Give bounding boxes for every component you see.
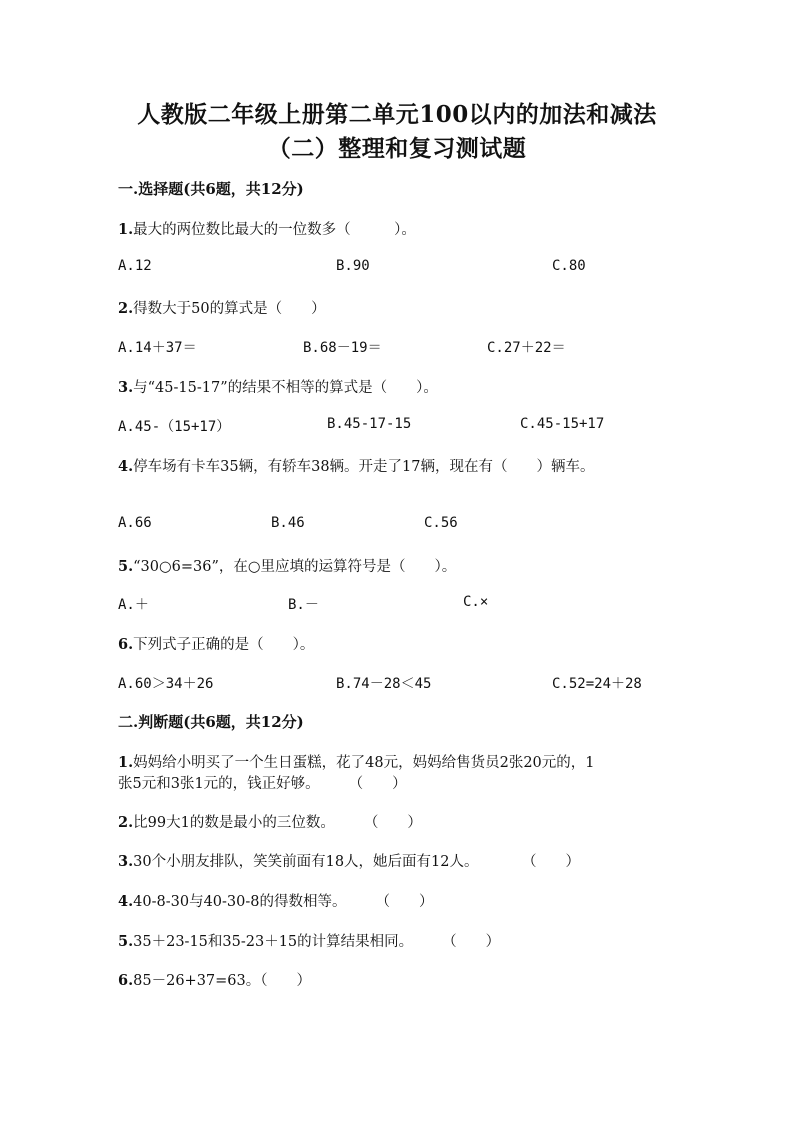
question-number: 1. (118, 754, 134, 771)
question-text: 40-8-30与40-30-8的得数相等。 （ ） (133, 894, 434, 910)
choice-question-4 (118, 455, 595, 476)
question-number: 3. (118, 853, 134, 870)
question-number: 3. (118, 379, 134, 396)
question-number: 2. (118, 300, 134, 317)
option-b: B.46 (271, 515, 305, 531)
option-c: C.27＋22＝ (487, 340, 566, 356)
option-c: C.52=24＋28 (552, 676, 642, 692)
choice-question-6 (118, 633, 314, 654)
question-number: 4. (118, 458, 134, 475)
title-line-1: 人教版二年级上册第二单元100以内的加法和减法 (137, 101, 657, 128)
question-text: 得数大于50的算式是（ ） (133, 301, 326, 317)
section-heading-judgment: 二.判断题(共6题，共12分) (118, 713, 304, 731)
option-a: A.60＞34＋26 (118, 676, 214, 692)
option-a: A.12 (118, 258, 152, 274)
question-text-continued: 张5元和3张1元的，钱正好够。 （ ） (118, 776, 407, 792)
choice-question-3 (118, 376, 438, 397)
option-b: B.45-17-15 (327, 416, 412, 432)
choice-question-2 (118, 297, 326, 318)
question-number: 6. (118, 636, 134, 653)
question-text: 最大的两位数比最大的一位数多（ ）。 (133, 222, 416, 238)
question-text: 85－26+37=63。（ ） (133, 973, 311, 989)
choice-question-1 (118, 218, 416, 239)
question-text: 35＋23-15和35-23＋15的计算结果相同。 （ ） (133, 934, 501, 950)
question-text: 与“45-15-17”的结果不相等的算式是（ ）。 (133, 380, 438, 396)
question-number: 5. (118, 558, 134, 575)
question-text: “30○6=36”，在○里应填的运算符号是（ ）。 (133, 559, 457, 575)
option-a: A.14＋37＝ (118, 340, 197, 356)
judgment-question-3 (118, 850, 580, 871)
question-number: 4. (118, 893, 134, 910)
question-text: 下列式子正确的是（ ）。 (133, 637, 315, 653)
question-text: 妈妈给小明买了一个生日蛋糕，花了48元，妈妈给售货员2张20元的，1 (133, 755, 595, 771)
question-text: 30个小朋友排队，笑笑前面有18人，她后面有12人。 （ ） (133, 854, 580, 870)
option-c: C.56 (424, 515, 458, 531)
title-line-2: （二）整理和复习测试题 (267, 135, 527, 162)
judgment-question-5 (118, 930, 500, 951)
option-a: A.66 (118, 515, 152, 531)
section-heading-choice: 一.选择题(共6题，共12分) (118, 180, 304, 198)
question-number: 6. (118, 972, 134, 989)
option-b: B.74－28＜45 (336, 676, 432, 692)
option-a: A.＋ (118, 597, 149, 613)
question-text: 比99大1的数是最小的三位数。 （ ） (133, 815, 422, 831)
option-b: B.－ (288, 597, 319, 613)
question-number: 2. (118, 814, 134, 831)
question-number: 1. (118, 221, 134, 238)
question-text: 停车场有卡车35辆，有轿车38辆。开走了17辆，现在有（ ）辆车。 (133, 459, 595, 475)
judgment-question-4 (118, 890, 434, 911)
option-c: C.45-15+17 (520, 416, 605, 432)
option-b: B.90 (336, 258, 370, 274)
judgment-question-1 (118, 751, 595, 772)
option-c: C.× (463, 594, 489, 610)
judgment-question-2 (118, 811, 422, 832)
option-a: A.45-（15+17） (118, 419, 231, 435)
option-c: C.80 (552, 258, 586, 274)
option-b: B.68－19＝ (303, 340, 382, 356)
choice-question-5 (118, 555, 456, 576)
judgment-question-6 (118, 969, 311, 990)
question-number: 5. (118, 933, 134, 950)
